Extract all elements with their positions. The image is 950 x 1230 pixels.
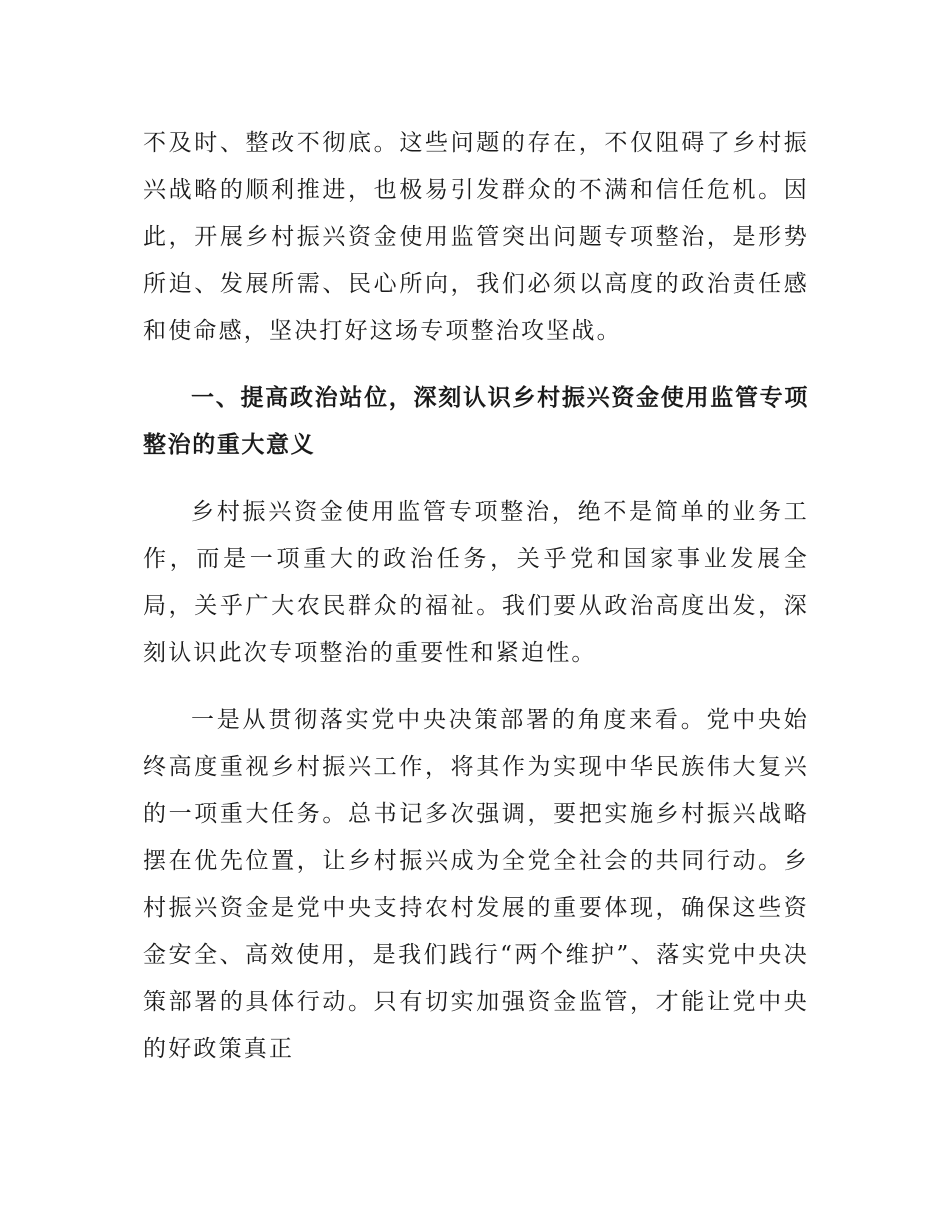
paragraph-continuation: 不及时、整改不彻底。这些问题的存在，不仅阻碍了乡村振兴战略的顺利推进，也极易引发群众的不满和信任危机。因此，开展乡村振兴资金使用监管突出问题专项整治，是形势所迫、发展所需、民心所向，我们必须以高度的政治责任感和使命感，坚决打好这场专项整治攻坚战。 xyxy=(143,130,809,344)
section-heading: 一、提高政治站位，深刻认识乡村振兴资金使用监管专项整治的重大意义 xyxy=(143,385,809,458)
paragraph-intro: 乡村振兴资金使用监管专项整治，绝不是简单的业务工作，而是一项重大的政治任务，关乎党和国家事业发展全局，关乎广大农民群众的福祉。我们要从政治高度出发，深刻认识此次专项整治的重要性和紧迫性。 xyxy=(143,499,809,666)
document-body xyxy=(143,120,809,1093)
paragraph-point-one: 一是从贯彻落实党中央决策部署的角度来看。党中央始终高度重视乡村振兴工作，将其作为实现中华民族伟大复兴的一项重大任务。总书记多次强调，要把实施乡村振兴战略摆在优先位置，让乡村振兴成为全党全社会的共同行动。乡村振兴资金是党中央支持农村发展的重要体现，确保这些资金安全、高效使用，是我们践行“两个维护”、落实党中央决策部署的具体行动。只有切实加强资金监管，才能让党中央的好政策真正 xyxy=(143,707,809,1062)
